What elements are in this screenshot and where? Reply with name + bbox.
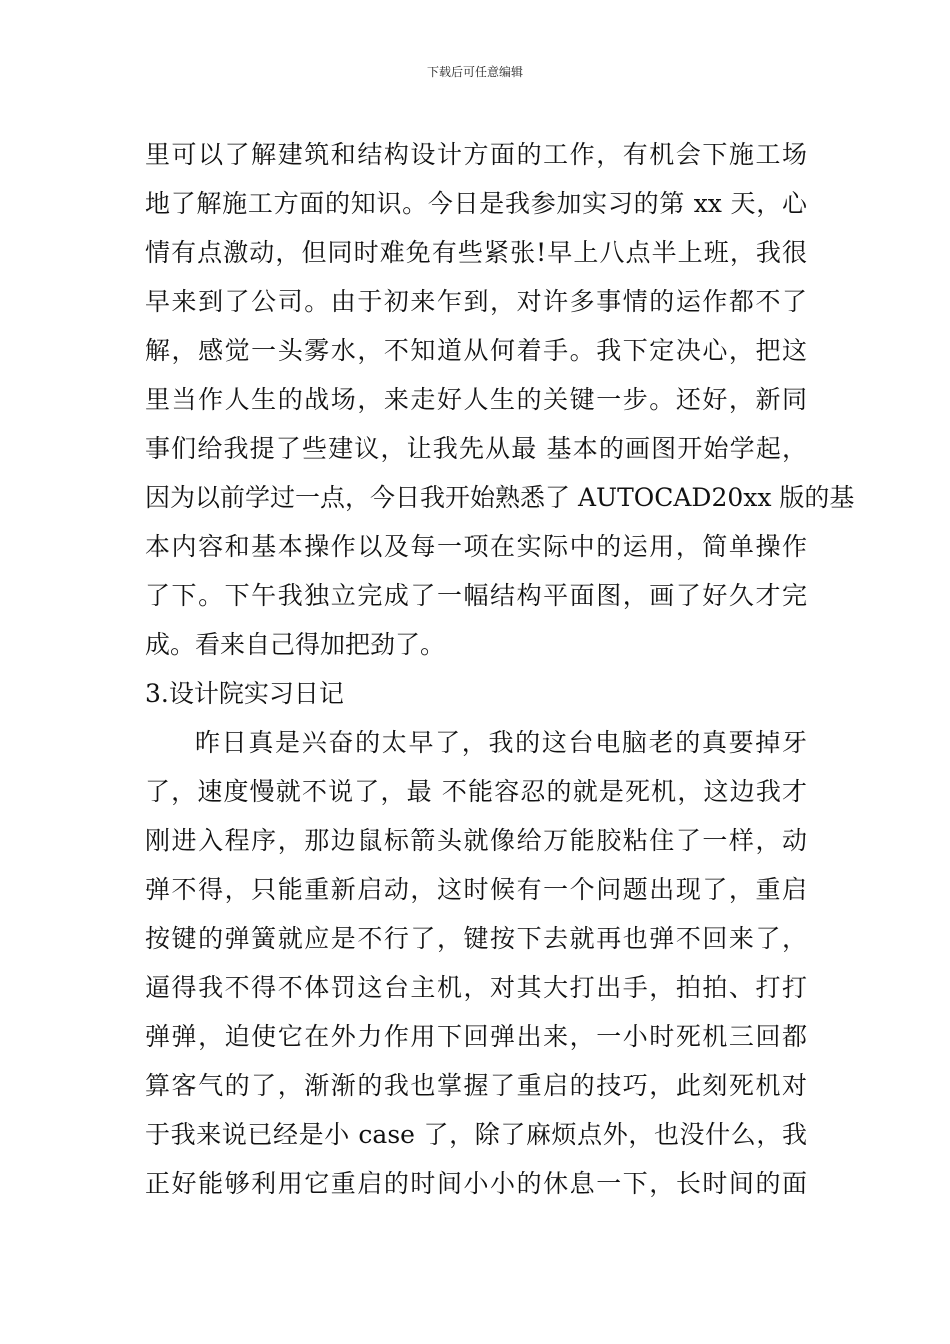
text-line: 里可以了解建筑和结构设计方面的工作，有机会下施工场 [145, 140, 807, 169]
text-line: 了，速度慢就不说了，最 不能容忍的就是死机，这边我才 [145, 777, 807, 806]
paragraph-2 [145, 718, 807, 1208]
text-line: 正好能够利用它重启的时间小小的休息一下，长时间的面 [145, 1169, 807, 1198]
text-line: 弹弹，迫使它在外力作用下回弹出来，一小时死机三回都 [145, 1022, 807, 1051]
text-line: 于我来说已经是小 case 了，除了麻烦点外，也没什么，我 [145, 1120, 807, 1149]
text-line: 昨日真是兴奋的太早了，我的这台电脑老的真要掉牙 [195, 728, 807, 757]
text-line: 里当作人生的战场，来走好人生的关键一步。还好，新同 [145, 385, 807, 414]
text-line: 地了解施工方面的知识。今日是我参加实习的第 xx 天，心 [145, 189, 807, 218]
text-line: 情有点激动，但同时难免有些紧张!早上八点半上班，我很 [145, 238, 807, 267]
section-heading: 3.设计院实习日记 [145, 679, 344, 708]
text-line: 本内容和基本操作以及每一项在实际中的运用，简单操作 [145, 532, 807, 561]
text-line: 事们给我提了些建议，让我先从最 基本的画图开始学起， [145, 434, 807, 463]
text-line: 算客气的了，渐渐的我也掌握了重启的技巧，此刻死机对 [145, 1071, 807, 1100]
document-body [145, 130, 855, 1208]
text-line: 成。看来自己得加把劲了。 [145, 630, 446, 659]
text-line: 因为以前学过一点，今日我开始熟悉了 AUTOCAD20xx 版的基 [145, 483, 855, 512]
text-line: 弹不得，只能重新启动，这时候有一个问题出现了，重启 [145, 875, 807, 904]
text-line: 早来到了公司。由于初来乍到，对许多事情的运作都不了 [145, 287, 807, 316]
text-line: 了下。下午我独立完成了一幅结构平面图，画了好久才完 [145, 581, 807, 610]
page-header: 下载后可任意编辑 [426, 65, 523, 79]
text-line: 解，感觉一头雾水，不知道从何着手。我下定决心，把这 [145, 336, 807, 365]
text-line: 逼得我不得不体罚这台主机，对其大打出手，拍拍、打打 [145, 973, 807, 1002]
paragraph-1 [145, 130, 855, 669]
text-line: 按键的弹簧就应是不行了，键按下去就再也弹不回来了， [145, 924, 807, 953]
text-line: 刚进入程序，那边鼠标箭头就像给万能胶粘住了一样，动 [145, 826, 807, 855]
